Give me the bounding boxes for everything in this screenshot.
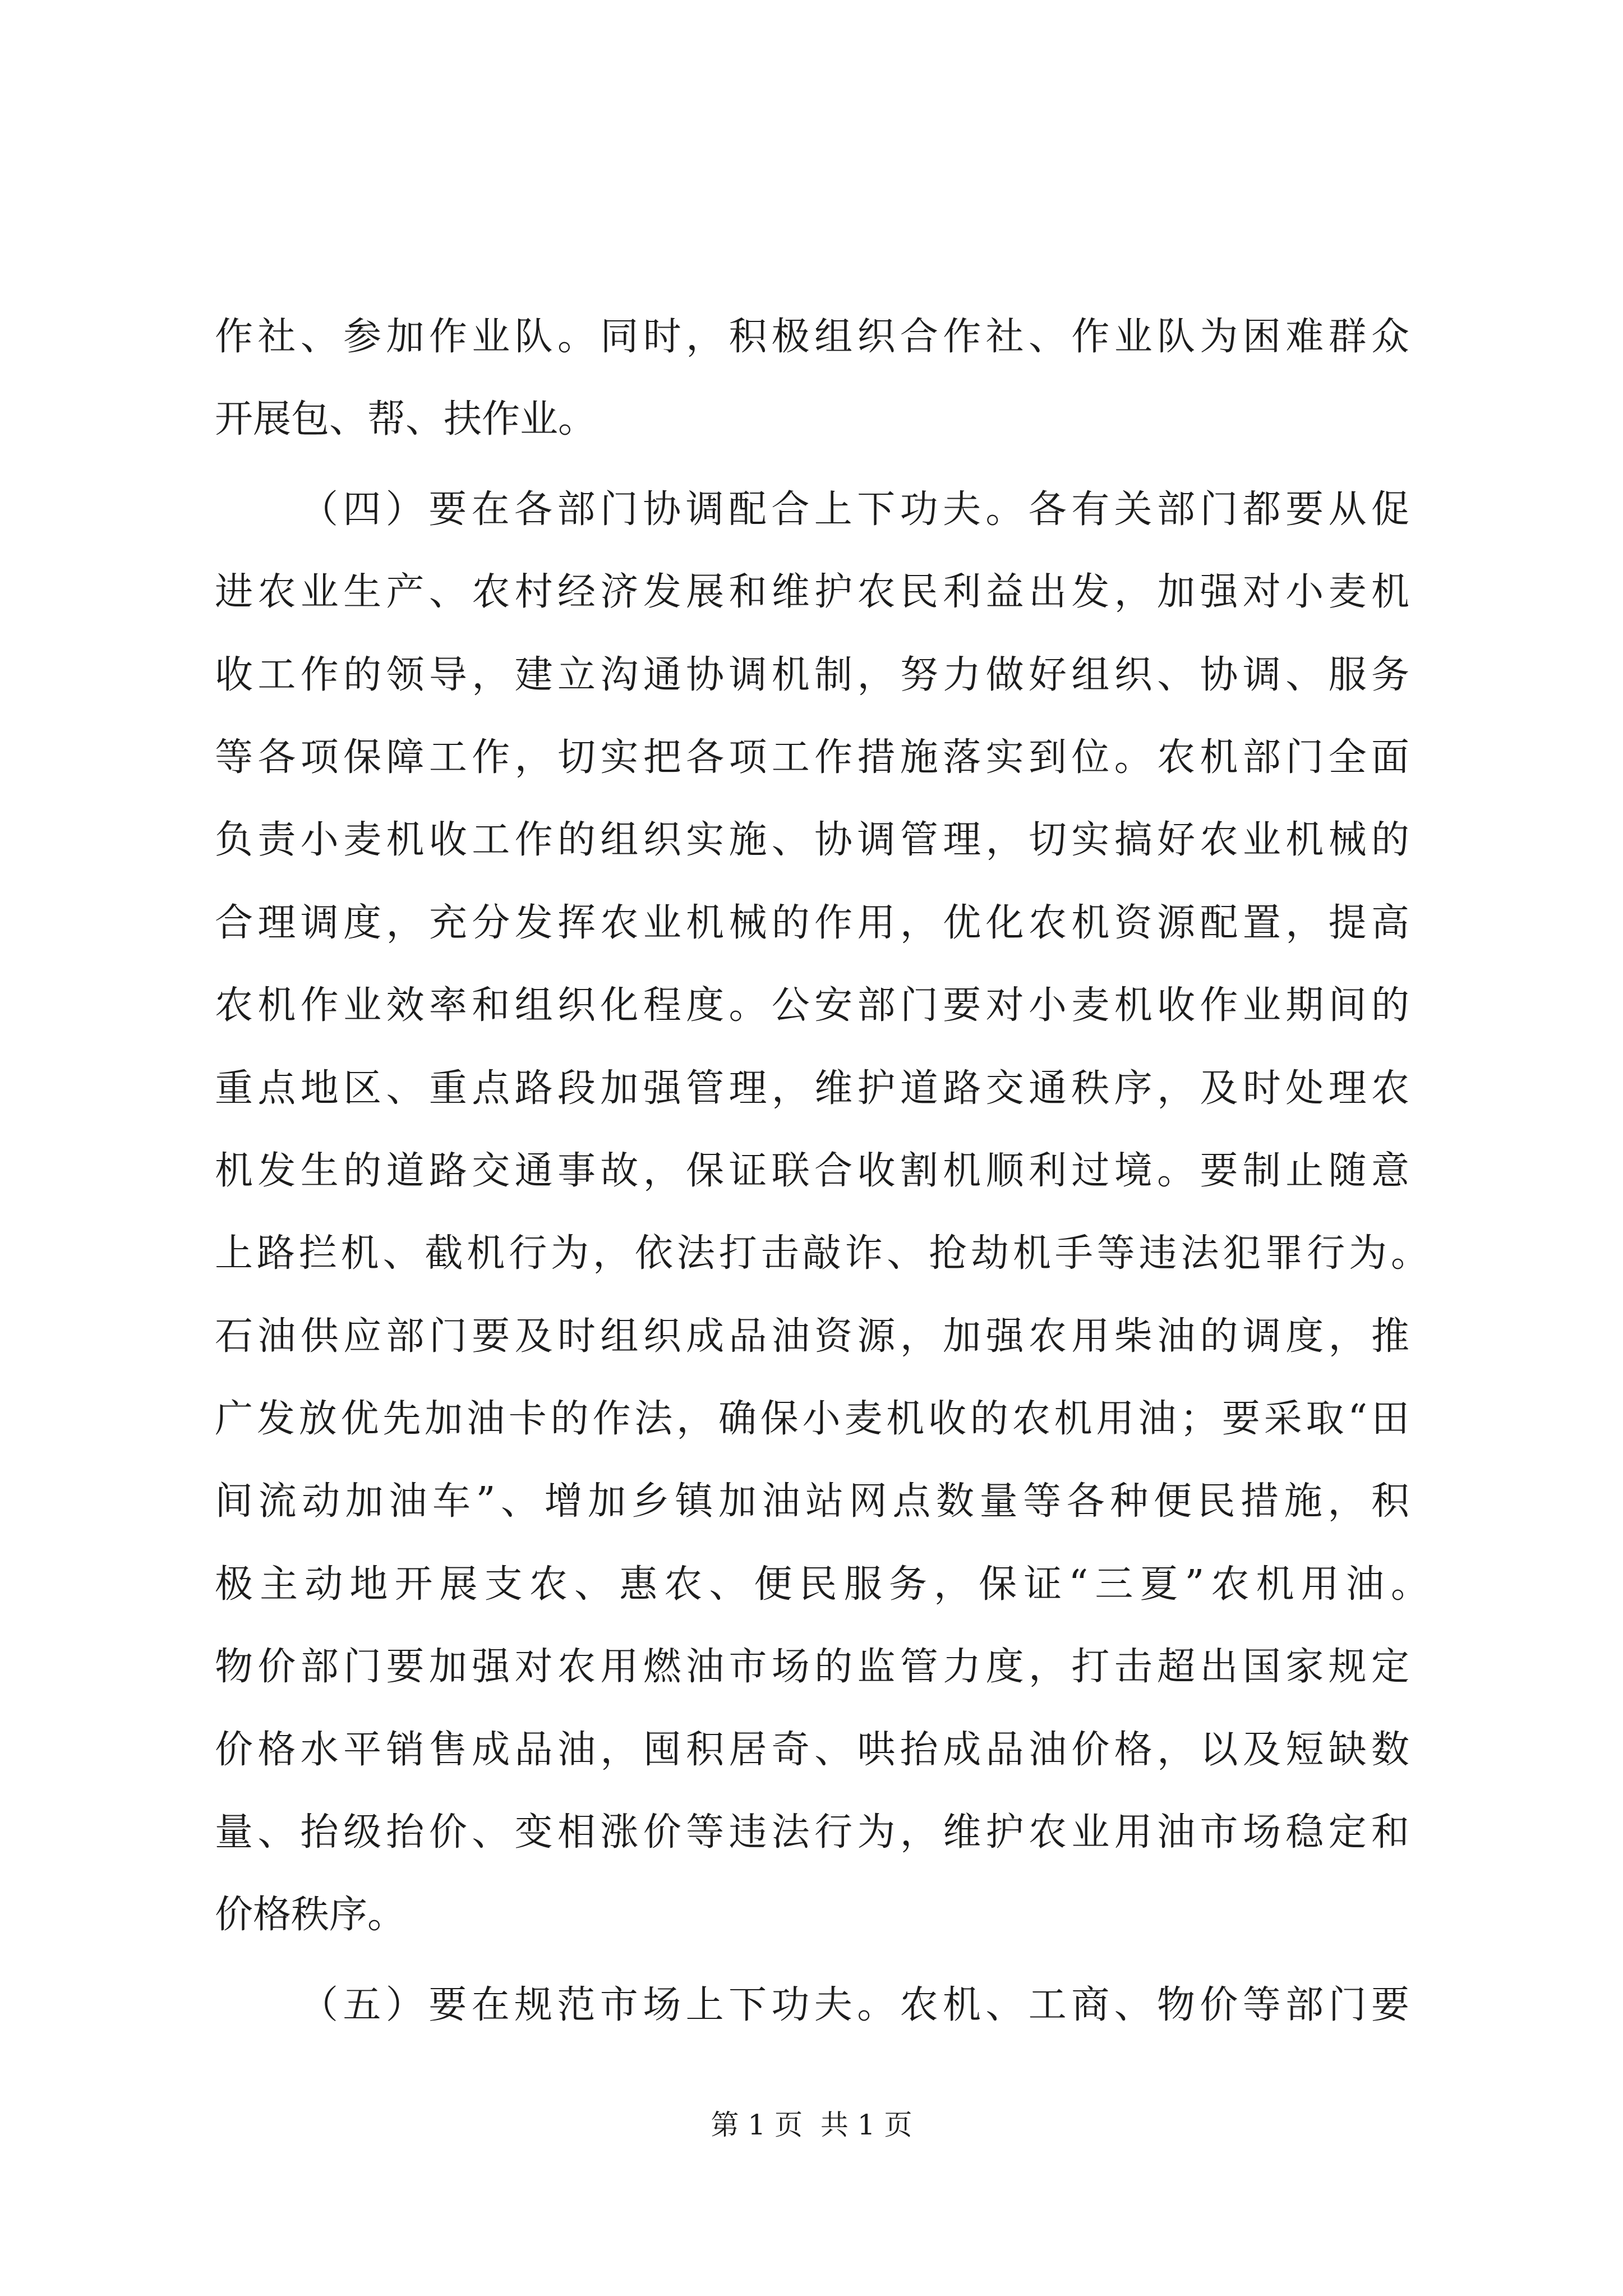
text-line: 作社、参加作业队。同时，积极组织合作社、作业队为困难群众	[215, 315, 1409, 359]
text-line: 石油供应部门要及时组织成品油资源，加强农用柴油的调度，推	[215, 1314, 1409, 1359]
text-line: 等各项保障工作，切实把各项工作措施落实到位。农机部门全面	[215, 735, 1409, 780]
page-number-footer: 第 1 页 共 1 页	[711, 2109, 912, 2141]
text-line: 机发生的道路交通事故，保证联合收割机顺利过境。要制止随意	[215, 1148, 1409, 1193]
text-line: 农机作业效率和组织化程度。公安部门要对小麦机收作业期间的	[215, 983, 1409, 1028]
text-line: 进农业生产、农村经济发展和维护农民利益出发，加强对小麦机	[215, 570, 1409, 615]
body-text	[215, 296, 1429, 2046]
text-line: 收工作的领导，建立沟通协调机制，努力做好组织、协调、服务	[215, 652, 1409, 697]
text-line: 负责小麦机收工作的组织实施、协调管理，切实搞好农业机械的	[215, 818, 1409, 863]
text-line: 价格水平销售成品油，囤积居奇、哄抬成品油价格，以及短缺数	[215, 1727, 1409, 1772]
text-line: 极主动地开展支农、惠农、便民服务，保证“三夏”农机用油。	[215, 1562, 1429, 1607]
paragraph-start-line: （五）要在规范市场上下功夫。农机、工商、物价等部门要	[300, 1982, 1409, 2027]
text-line: 上路拦机、截机行为，依法打击敲诈、抢劫机手等违法犯罪行为。	[215, 1231, 1429, 1276]
text-line: 物价部门要加强对农用燃油市场的监管力度，打击超出国家规定	[215, 1645, 1409, 1690]
text-line: 合理调度，充分发挥农业机械的作用，优化农机资源配置，提高	[215, 900, 1409, 945]
text-line: 广发放优先加油卡的作法，确保小麦机收的农机用油；要采取“田	[215, 1397, 1409, 1442]
paragraph-start-line: （四）要在各部门协调配合上下功夫。各有关部门都要从促	[300, 487, 1409, 532]
text-line: 价格秩序。	[215, 1893, 406, 1938]
text-line: 重点地区、重点路段加强管理，维护道路交通秩序，及时处理农	[215, 1066, 1409, 1111]
text-line: 量、抬级抬价、变相涨价等违法行为，维护农业用油市场稳定和	[215, 1810, 1409, 1855]
text-line: 间流动加油车”、增加乡镇加油站网点数量等各种便民措施，积	[215, 1479, 1409, 1524]
text-line: 开展包、帮、扶作业。	[215, 397, 597, 442]
